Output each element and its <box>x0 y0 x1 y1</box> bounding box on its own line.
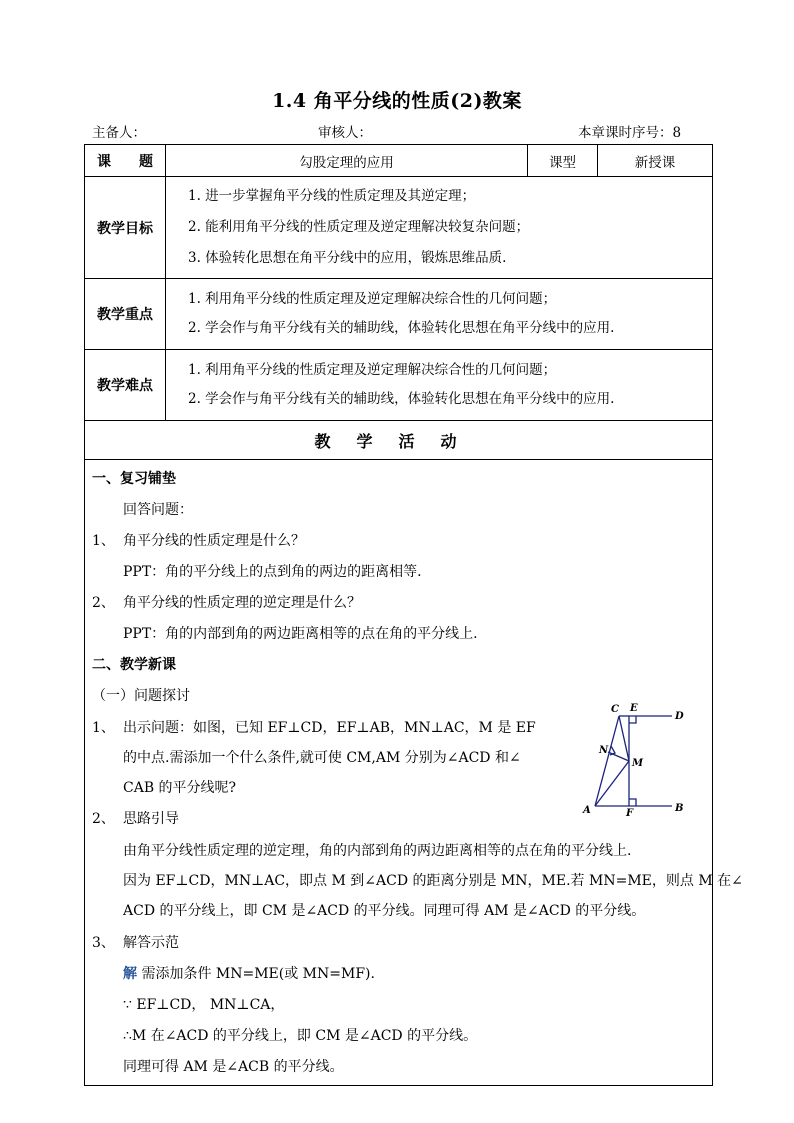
preparer-label: 主备人： <box>92 125 146 141</box>
subsection-problem-heading: （一）问题探讨 <box>92 688 190 704</box>
problem-2-text: 思路引导 <box>123 811 179 827</box>
activities-header: 教学活动 <box>85 421 713 460</box>
lesson-type-value: 新授课 <box>598 145 713 177</box>
goal-item: 2. 能利用角平分线的性质定理及逆定理解决较复杂问题； <box>188 219 530 235</box>
section-new-lesson-heading: 二、教学新课 <box>92 657 176 673</box>
lesson-type-label: 课型 <box>528 145 598 177</box>
question-1-number: 1、 <box>92 533 115 549</box>
answer-prompt: 回答问题： <box>123 502 193 518</box>
goals-row <box>85 177 713 279</box>
question-1-answer: PPT：角的平分线上的点到角的两边的距离相等. <box>123 564 422 580</box>
key-point-item: 2. 学会作与角平分线有关的辅助线，体验转化思想在角平分线中的应用. <box>188 320 615 336</box>
problem-2-number: 2、 <box>92 811 115 827</box>
problem-1-line-1: 出示问题：如图，已知 EF⊥CD，EF⊥AB，MN⊥AC，M 是 EF <box>123 720 536 736</box>
topic-row <box>85 145 713 177</box>
reasoning-line-2: 因为 EF⊥CD，MN⊥AC，即点 M 到∠ACD 的距离分别是 MN，ME.若 MN=ME，则点 M 在∠ <box>123 873 743 889</box>
reasoning-line-3: ACD 的平分线上，即 CM 是∠ACD 的平分线。同理可得 AM 是∠ACD 的平分线。 <box>123 903 646 919</box>
document-title: 1.4 角平分线的性质(2)教案 <box>272 90 522 112</box>
solution-label: 解 <box>123 966 137 982</box>
difficulties-row <box>85 350 713 421</box>
lesson-plan-table <box>84 144 743 1086</box>
solution-line-2: ∵ EF⊥CD， MN⊥CA， <box>123 997 285 1013</box>
label-M: M <box>632 758 644 769</box>
question-2-number: 2、 <box>92 595 115 611</box>
question-2-answer: PPT：角的内部到角的两边距离相等的点在角的平分线上. <box>123 626 478 642</box>
activities-header-row <box>85 421 713 460</box>
key-points-content <box>166 279 713 350</box>
difficulties-label: 教学难点 <box>85 350 166 421</box>
problem-3-number: 3、 <box>92 935 115 951</box>
problem-1-number: 1、 <box>92 720 115 736</box>
line-CM <box>619 716 629 761</box>
label-N: N <box>599 745 609 756</box>
goals-content <box>166 177 713 279</box>
difficulty-item: 1. 利用角平分线的性质定理及逆定理解决综合性的几何问题； <box>188 362 557 378</box>
goals-label: 教学目标 <box>85 177 166 279</box>
topic-label: 课 题 <box>85 145 166 177</box>
problem-1-line-2: 的中点.需添加一个什么条件,就可使 CM,AM 分别为∠ACD 和∠ <box>123 750 521 766</box>
solution-line-1 <box>123 963 375 983</box>
key-points-row <box>85 279 713 350</box>
solution-line-3: ∴M 在∠ACD 的平分线上，即 CM 是∠ACD 的平分线。 <box>123 1028 478 1044</box>
question-1-text: 角平分线的性质定理是什么？ <box>123 533 305 549</box>
activities-body <box>85 460 743 1086</box>
label-D: D <box>675 711 684 722</box>
difficulty-item: 2. 学会作与角平分线有关的辅助线，体验转化思想在角平分线中的应用. <box>188 391 615 407</box>
label-C: C <box>611 704 619 715</box>
problem-3-text: 解答示范 <box>123 935 179 951</box>
sequence-number: 本章课时序号：8 <box>578 125 682 141</box>
line-CA <box>595 716 619 806</box>
goal-item: 1. 进一步掌握角平分线的性质定理及其逆定理； <box>188 188 476 204</box>
label-F: F <box>626 808 634 816</box>
reviewer-label: 审核人： <box>318 125 372 141</box>
solution-line-4: 同理可得 AM 是∠ACB 的平分线。 <box>123 1059 344 1075</box>
activities-body-row <box>85 460 713 1086</box>
right-angle-mark-E <box>629 716 636 723</box>
key-point-item: 1. 利用角平分线的性质定理及逆定理解决综合性的几何问题； <box>188 291 557 307</box>
line-NM <box>608 752 629 761</box>
topic-value: 勾股定理的应用 <box>166 145 528 177</box>
right-angle-mark-F <box>629 799 636 806</box>
question-2-text: 角平分线的性质定理的逆定理是什么？ <box>123 595 361 611</box>
label-B: B <box>675 803 684 814</box>
problem-1-line-3: CAB 的平分线呢? <box>123 780 237 796</box>
goal-item: 3. 体验转化思想在角平分线中的应用，锻炼思维品质. <box>188 250 507 266</box>
solution-line-1-text: 需添加条件 MN=ME(或 MN=MF). <box>137 966 375 982</box>
label-E: E <box>630 703 638 714</box>
section-review-heading: 一、复习铺垫 <box>92 471 176 487</box>
reasoning-line-1: 由角平分线性质定理的逆定理，角的内部到角的两边距离相等的点在角的平分线上. <box>123 843 632 859</box>
geometry-figure <box>577 698 687 816</box>
line-AM <box>595 761 629 806</box>
key-points-label: 教学重点 <box>85 279 166 350</box>
label-A: A <box>583 805 591 816</box>
difficulties-content <box>166 350 713 421</box>
